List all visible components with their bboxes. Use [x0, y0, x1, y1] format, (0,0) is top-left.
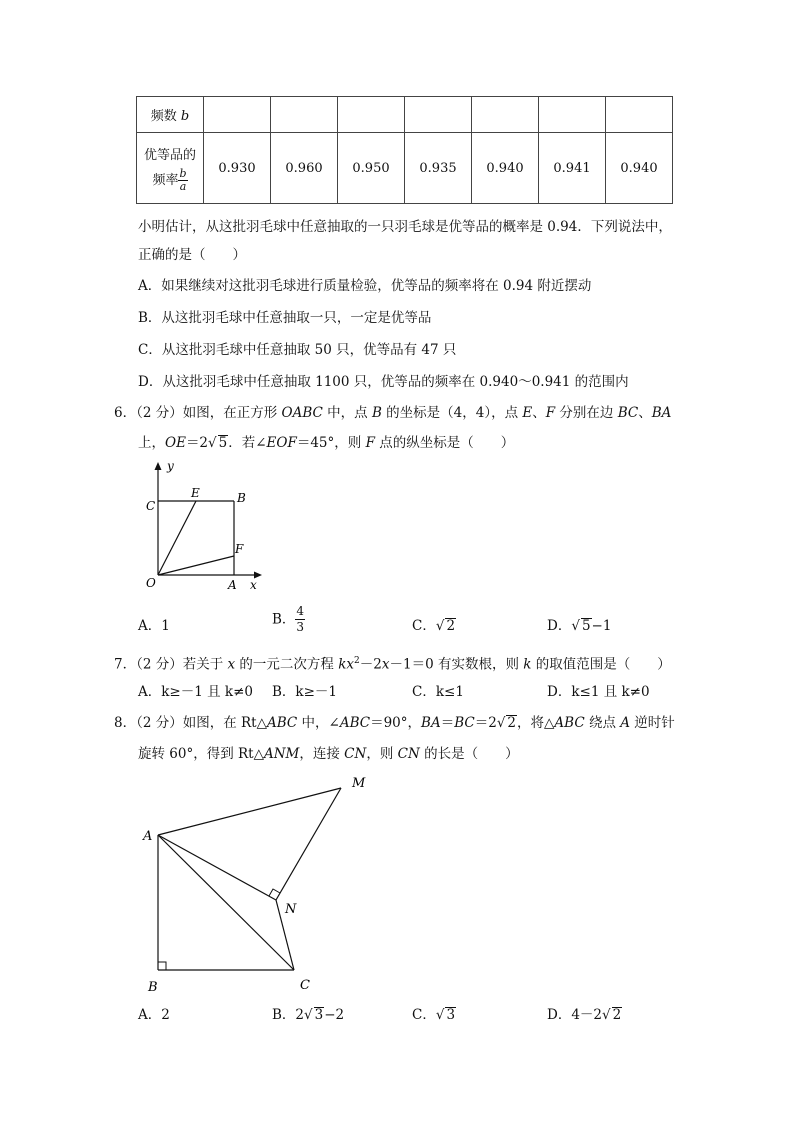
table-cell [271, 97, 338, 133]
table-cell [405, 97, 472, 133]
q8-figure [138, 770, 378, 1000]
y-axis-arrow [155, 462, 162, 470]
label-a: A [143, 829, 153, 844]
segment-of [158, 556, 234, 575]
label-line1: 优等品的 [143, 147, 196, 163]
label-text: 频数 [150, 109, 177, 124]
label-line2-text: 频率 [152, 172, 179, 188]
segment-oe [158, 501, 196, 575]
q8-option-a: A．2 [138, 1007, 170, 1023]
frequency-table [136, 96, 673, 204]
label-n: N [285, 902, 297, 917]
segment-an [158, 835, 276, 900]
table-cell [539, 97, 606, 133]
q5-option-c: C．从这批羽毛球中任意抽取 50 只，优等品有 47 只 [138, 342, 457, 358]
q6-option-d: D．√ 5−1 [547, 618, 612, 634]
q6-stem-line1: 6．（2 分）如图，在正方形 OABC 中，点 B 的坐标是（4，4），点 E、F 分别在边 BC、BA [114, 405, 672, 421]
label-o: O [146, 576, 156, 590]
table-cell: 0.940 [606, 133, 673, 204]
label-x: x [250, 578, 257, 592]
q5-option-a: A．如果继续对这批羽毛球进行质量检验，优等品的频率将在 0.94 附近摆动 [138, 278, 592, 294]
q7-option-a: A．k≥－1 且 k≠0 [138, 684, 253, 700]
row-label-rate [137, 133, 204, 204]
label-f: F [235, 542, 244, 556]
table-cell [338, 97, 405, 133]
label-b: B [148, 980, 158, 995]
label-y: y [167, 459, 174, 473]
fraction-numerator: b [179, 166, 187, 180]
table-cell: 0.941 [539, 133, 606, 204]
q6-option-a: A．1 [138, 618, 170, 634]
label-line2 [137, 168, 203, 193]
label-e: E [191, 486, 200, 500]
segment-ac [158, 835, 294, 970]
label-a: A [228, 578, 237, 592]
q6-figure [138, 455, 268, 595]
q7-stem: 7．（2 分）若关于 x 的一元二次方程 $kx^2-2x-1=0$ 有实数根，则 k 的取值范围是（ ） [114, 656, 671, 673]
label-c: C [300, 978, 310, 993]
row-label-frequency [137, 97, 204, 133]
q8-option-b: B．2√ 3−2 [272, 1007, 345, 1023]
table-cell [472, 97, 539, 133]
q8-stem-line1: 8．（2 分）如图，在 Rt△ABC 中，∠ABC＝90°，BA＝BC＝2√ 2，将△ABC 绕点 A 逆时针 [114, 715, 675, 731]
table-cell [606, 97, 673, 133]
q5-stem-line2: 正确的是（ ） [138, 247, 246, 263]
segment-mn [276, 788, 341, 900]
table-cell: 0.935 [405, 133, 472, 204]
table-row [137, 133, 673, 204]
q7-option-c: C．k≤1 [412, 684, 464, 700]
q5-stem-line1: 小明估计，从这批羽毛球中任意抽取的一只羽毛球是优等品的概率是 0.94．下列说法中， [138, 219, 672, 235]
right-angle-b [158, 962, 166, 970]
q8-option-c: C．√ 3 [412, 1007, 456, 1023]
q6-stem-line2: 上，OE＝2√ 5．若∠EOF＝45°，则 F 点的纵坐标是（ ） [138, 435, 515, 451]
q5-option-b: B．从这批羽毛球中任意抽取一只，一定是优等品 [138, 310, 432, 326]
table-cell [204, 97, 271, 133]
q7-option-b: B．k≥－1 [272, 684, 338, 700]
label-var: b [180, 109, 190, 124]
rate-fraction [178, 168, 187, 193]
q6-option-c: C．√ 2 [412, 618, 456, 634]
q8-option-d: D．4－2√ 2 [547, 1007, 622, 1023]
q8-stem-line2: 旋转 60°，得到 Rt△ANM，连接 CN，则 CN 的长是（ ） [138, 746, 519, 762]
label-c: C [146, 499, 156, 513]
q5-option-d: D．从这批羽毛球中任意抽取 1100 只，优等品的频率在 0.940～0.941 的范围内 [138, 374, 629, 390]
table-cell: 0.930 [204, 133, 271, 204]
segment-am [158, 788, 341, 835]
label-m: M [352, 776, 366, 791]
table-cell: 0.940 [472, 133, 539, 204]
fraction-denominator: a [179, 179, 187, 193]
table-cell: 0.950 [338, 133, 405, 204]
q6-option-b: B． $\frac{4}{3}$ [272, 604, 305, 634]
table-cell: 0.960 [271, 133, 338, 204]
label-b: B [237, 491, 246, 505]
q7-option-d: D．k≤1 且 k≠0 [547, 684, 650, 700]
table-row [137, 97, 673, 133]
